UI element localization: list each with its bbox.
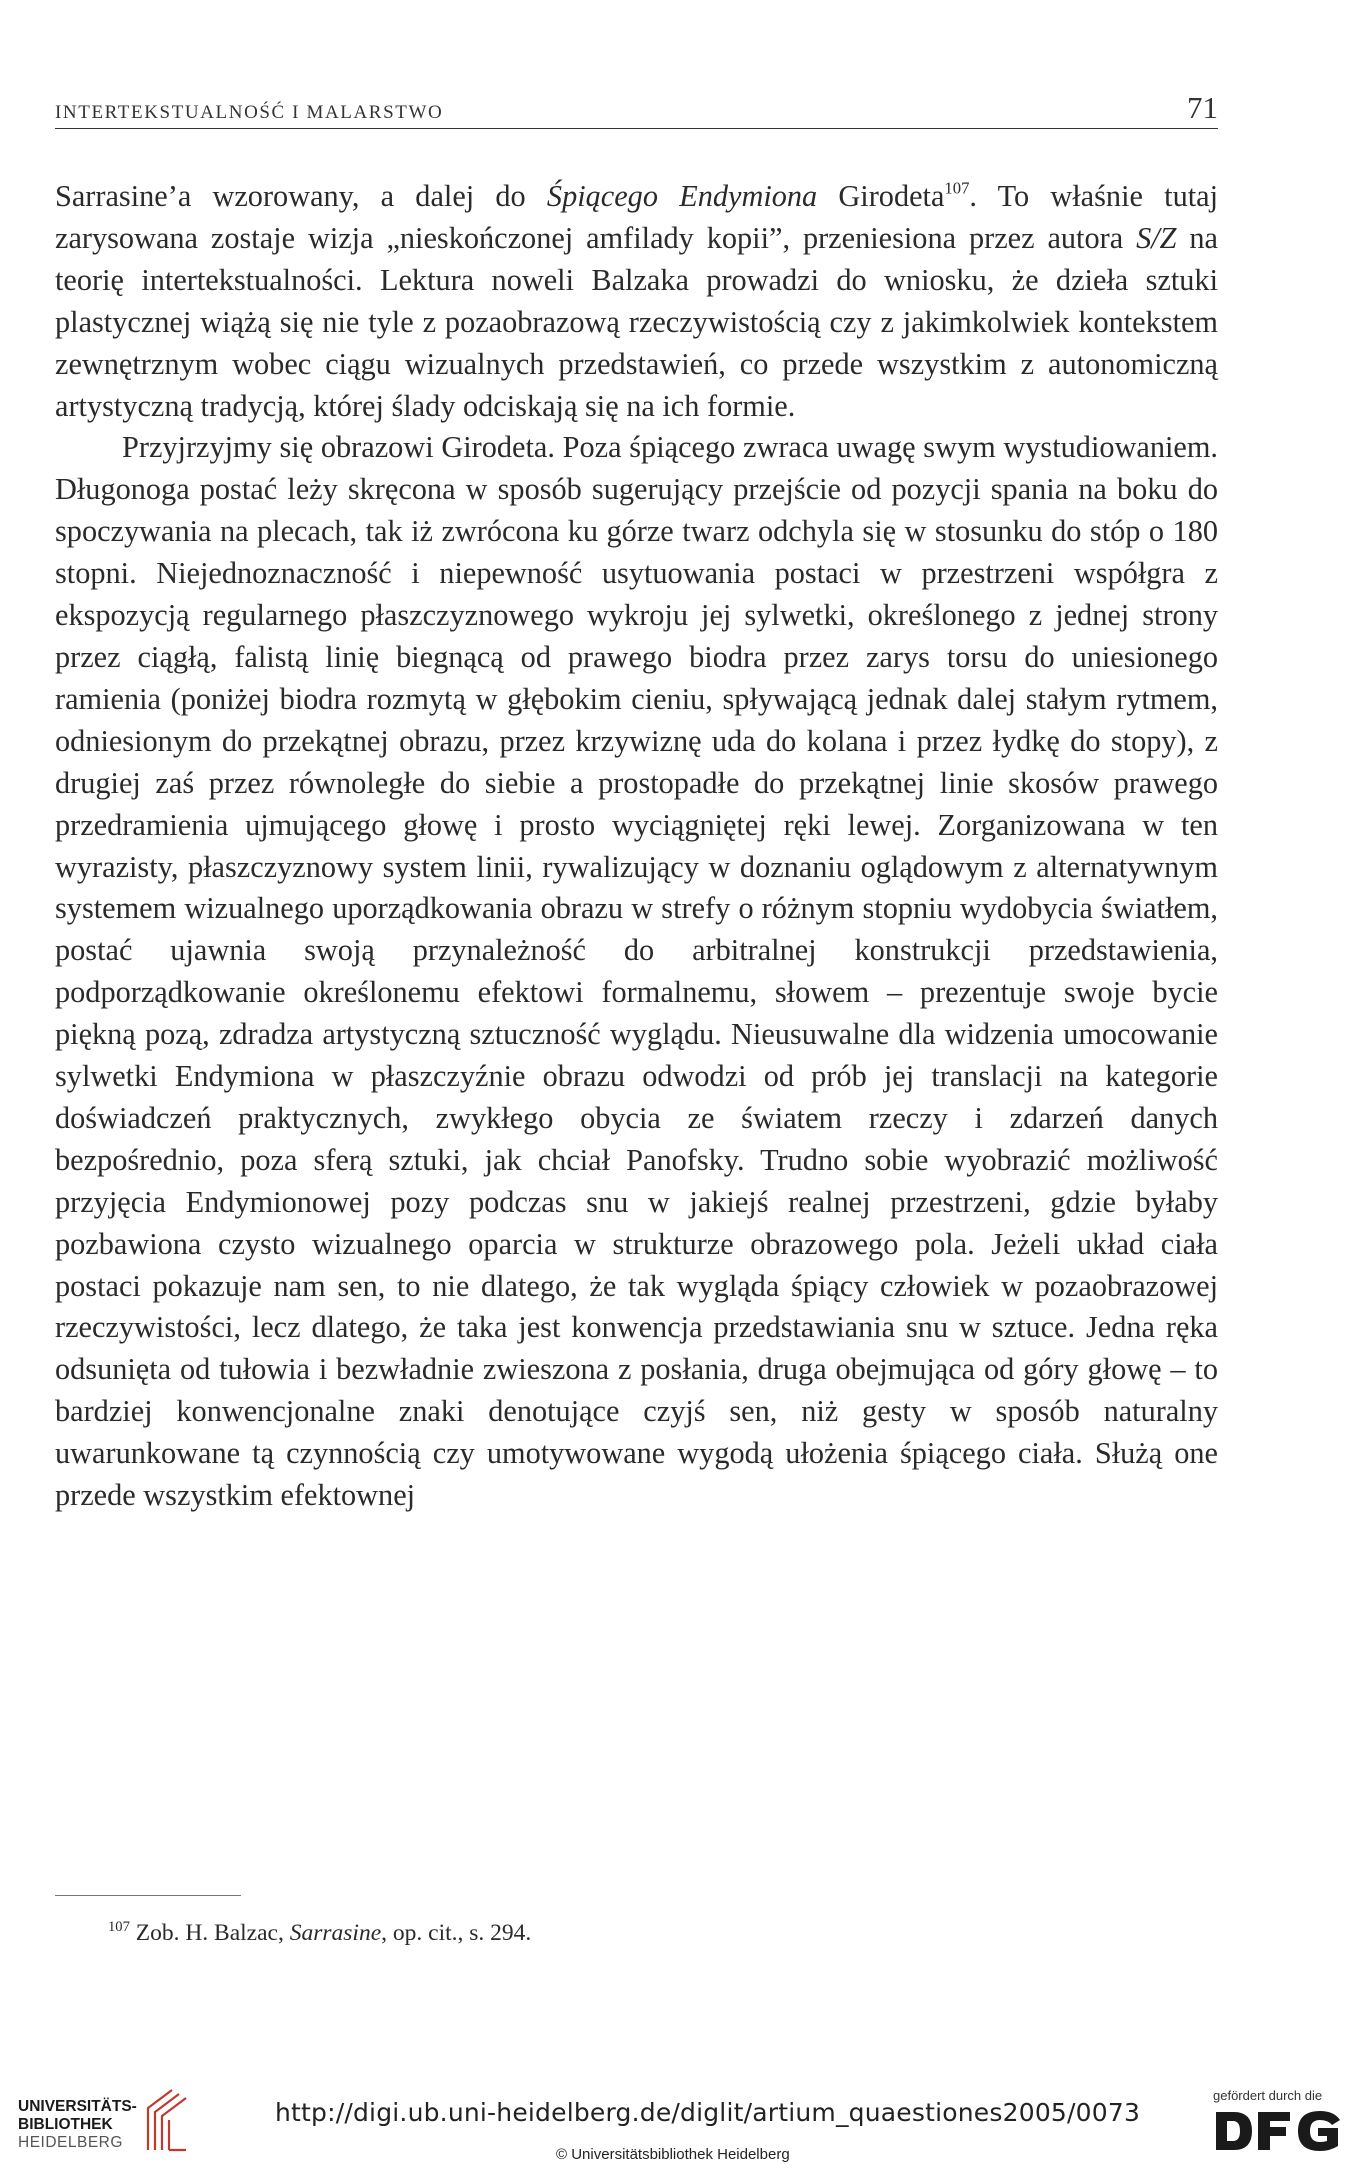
footnote-text-b: , op. cit., s. 294. [381, 1920, 532, 1946]
body-text [55, 176, 1218, 1517]
library-logo-icon [142, 2086, 190, 2156]
digital-copy-link[interactable]: http://digi.ub.uni-heidelberg.de/diglit/artium_quaestiones2005/0073 [275, 2098, 1141, 2127]
library-name[interactable] [18, 2098, 137, 2152]
running-header [55, 90, 1218, 129]
painting-title: Śpiącego Endymiona [546, 179, 818, 213]
footnote-number: 107 [108, 1918, 130, 1935]
paragraph-1-part-b: Girodeta [817, 179, 945, 213]
library-name-line3: HEIDELBERG [18, 2134, 123, 2151]
digitization-footer [0, 2070, 1363, 2176]
footnote-ref[interactable]: 107 [944, 178, 970, 198]
paragraph-1-part-d: na teorię intertekstualności. Lektura noweli Balzaka prowadzi do wniosku, że dzieła sztuki plastycznej wiążą się nie tyle z pozaobrazową rzeczywistością czy z jakimkolwiek kontekstem zewnętrznym wobec ciągu wizualnych przedstawień, co przede wszystkim z autonomiczną artystyczną tradycją, której ślady odciskają się na ich formie. [55, 220, 1218, 423]
copyright-notice: © Universitätsbibliothek Heidelberg [556, 2146, 790, 2163]
paragraph-2: Przyjrzyjmy się obrazowi Girodeta. Poza śpiącego zwraca uwagę swym wystudiowaniem. Długonoga postać leży skręcona w sposób sugerujący przejście od pozycji spania na boku do spoczywania na plecach, tak iż zwrócona ku górze twarz odchyla się w stosunku do stóp o 180 stopni. Niejednoznaczność i niepewność usytuowania postaci w przestrzeni współgra z ekspozycją regularnego płaszczyznowego wykroju jej sylwetki, określonego z jednej strony przez ciągłą, falistą linię biegnącą od prawego biodra przez zarys torsu do uniesionego ramienia (poniżej biodra rozmytą w głębokim cieniu, spływającą jednak dalej stałym rytmem, odniesionym do przekątnej obrazu, przez krzywiznę uda do kolana i przez łydkę do stopy), z drugiej zaś przez równoległe do siebie a prostopadłe do przekątnej linie skosów prawego przedramienia ujmującego głowę i prosto wyciągniętej ręki lewej. Zorganizowana w ten wyrazisty, płaszczyznowy system linii, rywalizujący w doznaniu oglądowym z alternatywnym systemem wizualnego uporządkowania obrazu w strefy o różnym stopniu wydobycia światłem, postać ujawnia swoją przynależność do arbitralnej konstrukcji przedstawienia, podporządkowanie określonemu efektowi formalnemu, słowem – prezentuje swoje bycie piękną pozą, zdradza artystyczną sztuczność wyglądu. Nieusuwalne dla widzenia umocowanie sylwetki Endymiona w płaszczyźnie obrazu odwodzi od prób jej translacji na kategorie doświadczeń praktycznych, zwykłego obycia ze światem rzeczy i zdarzeń danych bezpośrednio, poza sferą sztuki, jak chciał Panofsky. Trudno sobie wyobrazić możliwość przyjęcia Endymionowej pozy podczas snu w jakiejś realnej przestrzeni, gdzie byłaby pozbawiona czysto wizualnego oparcia w strukturze obrazowego pola. Jeżeli układ ciała postaci pokazuje nam sen, to nie dlatego, że tak wygląda śpiący człowiek w pozaobrazowej rzeczywistości, lecz dlatego, że taka jest konwencja przedstawiania snu w sztuce. Jedna ręka odsunięta od tułowia i bezwładnie zwieszona z posłania, druga obejmująca od góry głowę – to bardziej konwencjonalne znaki denotujące czyjś sen, niż gesty w sposób naturalny uwarunkowane tą czynnością czy umotywowane wygodą ułożenia śpiącego ciała. Służą one przede wszystkim efektownej [55, 430, 1218, 1513]
paragraph-1-part-c: . To właśnie tutaj zarysowana zostaje wizja „nieskończonej amfilady kopii”, przeniesiona przez autora [55, 179, 1219, 255]
paragraph-1 [55, 176, 1218, 427]
library-name-line1: UNIVERSITÄTS- [18, 2098, 137, 2115]
footnote-107 [108, 1918, 531, 1948]
footnote-title: Sarrasine [289, 1920, 382, 1946]
footnote-rule [55, 1895, 241, 1896]
footnote-text-a: Zob. H. Balzac, [129, 1920, 290, 1946]
dfg-logo-icon[interactable] [1212, 2106, 1344, 2156]
paragraph-1-part-a: Sarrasine’a wzorowany, a dalej do [55, 179, 547, 213]
book-title-sz: S/Z [1136, 220, 1177, 255]
library-name-line2: BIBLIOTHEK [18, 2116, 113, 2133]
page-number: 71 [1187, 90, 1218, 125]
funded-by-label: gefördert durch die [1213, 2088, 1323, 2103]
running-title: INTERTEKSTUALNOŚĆ I MALARSTWO [55, 102, 444, 123]
